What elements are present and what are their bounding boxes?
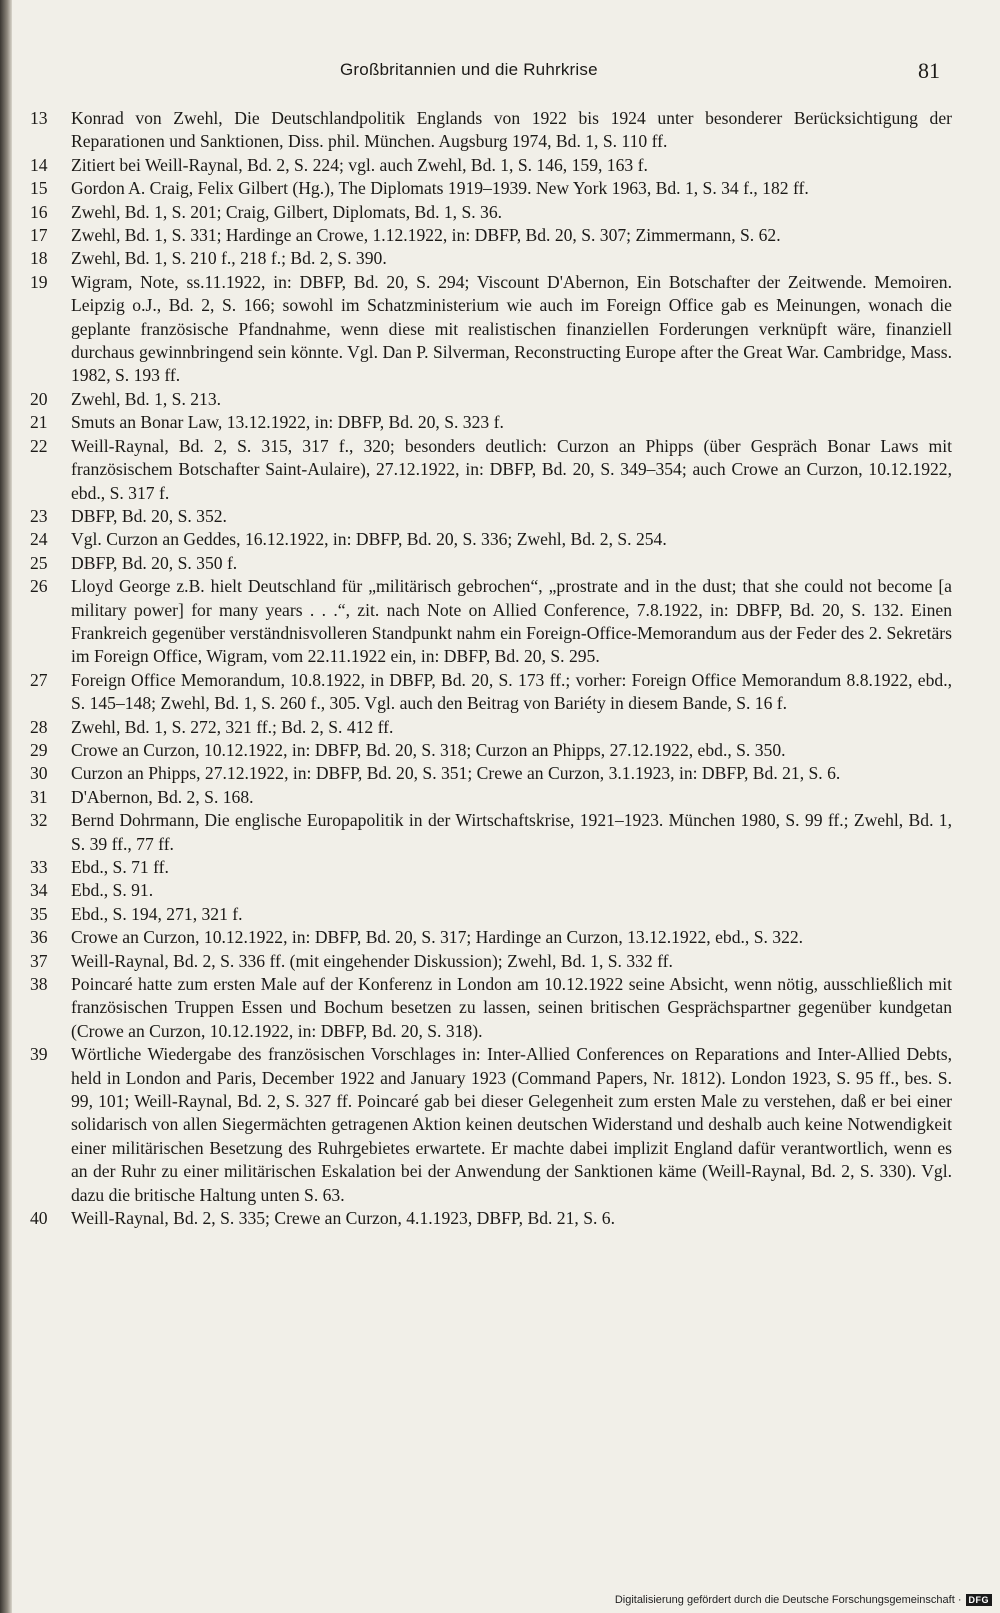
footnote-text: Ebd., S. 71 ff. — [71, 857, 169, 877]
footnote-number: 27 — [30, 669, 48, 690]
footnote — [30, 552, 952, 575]
footnote-number: 19 — [30, 271, 48, 292]
footnote-text: Crowe an Curzon, 10.12.1922, in: DBFP, Bd. 20, S. 318; Curzon an Phipps, 27.12.1922, ebd., S. 350. — [71, 739, 786, 760]
footnotes-list — [30, 107, 952, 1231]
footnote-number: 16 — [30, 201, 48, 222]
footnote-number: 21 — [30, 412, 48, 433]
footnote-number: 18 — [30, 248, 48, 269]
footnote-number: 22 — [30, 435, 48, 456]
footnote-text: Zwehl, Bd. 1, S. 331; Hardinge an Crowe, 1.12.1922, in: DBFP, Bd. 20, S. 307; Zimmermann, S. 62. — [71, 225, 781, 246]
footnote-number: 33 — [30, 857, 48, 877]
footnote — [30, 762, 952, 785]
footnote-text: Weill-Raynal, Bd. 2, S. 335; Crewe an Curzon, 4.1.1923, DBFP, Bd. 21, S. 6. — [71, 1208, 615, 1229]
footnote-text: Weill-Raynal, Bd. 2, S. 336 ff. (mit eingehender Diskussion); Zwehl, Bd. 1, S. 332 ff. — [71, 950, 673, 971]
footnote-text: DBFP, Bd. 20, S. 352. — [71, 505, 227, 526]
footnote-number: 40 — [30, 1208, 48, 1229]
footnote — [30, 903, 952, 926]
footnote-number: 28 — [30, 716, 48, 737]
running-header — [340, 58, 940, 88]
footnote — [30, 1043, 952, 1207]
footnote — [30, 201, 952, 224]
footnote-number: 39 — [30, 1044, 48, 1065]
footnote — [30, 1207, 952, 1230]
footnote-number: 29 — [30, 739, 48, 760]
footnote-number: 20 — [30, 388, 48, 409]
footnote — [30, 879, 952, 902]
footnote — [30, 809, 952, 856]
footnote — [30, 388, 952, 411]
footnote-number: 31 — [30, 786, 48, 807]
footnote-text: DBFP, Bd. 20, S. 350 f. — [71, 552, 238, 573]
footnote-text: Gordon A. Craig, Felix Gilbert (Hg.), The Diplomats 1919–1939. New York 1963, Bd. 1, S. 34 f., 182 ff. — [71, 178, 809, 199]
footnote-number: 37 — [30, 950, 48, 971]
footnote — [30, 154, 952, 177]
footnote-text: Crowe an Curzon, 10.12.1922, in: DBFP, Bd. 20, S. 317; Hardinge an Curzon, 13.12.1922, ebd., S. 322. — [71, 927, 804, 948]
footnote — [30, 786, 952, 809]
footnote — [30, 528, 952, 551]
footnote-text: Konrad von Zwehl, Die Deutschlandpolitik Englands von 1922 bis 1924 unter besonderer Berücksichtigung der Reparationen und Sanktionen, Diss. phil. München. Augsburg 1974, Bd. 1, S. 110 ff. — [71, 108, 952, 152]
footnote-text: Zwehl, Bd. 1, S. 201; Craig, Gilbert, Diplomats, Bd. 1, S. 36. — [71, 201, 503, 222]
footnote-number: 25 — [30, 552, 48, 573]
footnote-text: Zwehl, Bd. 1, S. 272, 321 ff.; Bd. 2, S. 412 ff. — [71, 716, 394, 737]
footnote — [30, 575, 952, 669]
footnote-text: Zitiert bei Weill-Raynal, Bd. 2, S. 224; vgl. auch Zwehl, Bd. 1, S. 146, 159, 163 f. — [71, 154, 648, 175]
footnote-text: Bernd Dohrmann, Die englische Europapolitik in der Wirtschaftskrise, 1921–1923. München 1980, S. 99 ff.; Zwehl, Bd. 1, S. 39 ff., 77 ff. — [71, 810, 952, 854]
book-spine-shadow — [0, 0, 12, 1613]
footnote-text: Zwehl, Bd. 1, S. 210 f., 218 f.; Bd. 2, S. 390. — [71, 248, 387, 269]
footnote — [30, 411, 952, 434]
footnote-text: D'Abernon, Bd. 2, S. 168. — [71, 786, 254, 807]
footnote — [30, 271, 952, 388]
footnote-text: Zwehl, Bd. 1, S. 213. — [71, 388, 222, 409]
footnote — [30, 739, 952, 762]
footnote-number: 34 — [30, 880, 48, 901]
footnote — [30, 107, 952, 154]
dfg-logo: DFG — [966, 1594, 993, 1606]
footnote — [30, 669, 952, 716]
footnote — [30, 177, 952, 200]
footnote-number: 30 — [30, 763, 48, 784]
footnote-text: Foreign Office Memorandum, 10.8.1922, in DBFP, Bd. 20, S. 173 ff.; vorher: Foreign Office Memorandum 8.8.1922, ebd., S. 145–148; Zwehl, Bd. 1, S. 260 f., 305. Vgl. auch den Beitrag von Bariéty in diesem Bande, S. 16 f. — [71, 669, 952, 714]
footer-credit-text: Digitalisierung gefördert durch die Deutsche Forschungsgemeinschaft · — [614, 1594, 962, 1606]
footnote-text: Weill-Raynal, Bd. 2, S. 315, 317 f., 320; besonders deutlich: Curzon an Phipps (über Gespräch Bonar Laws mit französischem Botschafter Saint-Aulaire), 27.12.1922, in: DBFP, Bd. 20, S. 349–354; auch Crowe an Curzon, 10.12.1922, ebd., S. 317 f. — [71, 435, 952, 503]
page-number: 81 — [918, 58, 940, 83]
footnote — [30, 926, 952, 949]
footnote-text: Ebd., S. 194, 271, 321 f. — [71, 903, 243, 924]
footnote — [30, 247, 952, 270]
footnote — [30, 973, 952, 1043]
footnote-number: 23 — [30, 505, 48, 526]
footnote-number: 26 — [30, 576, 48, 597]
footnote-text: Smuts an Bonar Law, 13.12.1922, in: DBFP, Bd. 20, S. 323 f. — [71, 412, 504, 433]
footnote-number: 38 — [30, 974, 48, 995]
footnote-text: Ebd., S. 91. — [71, 880, 154, 901]
footnote-text: Poincaré hatte zum ersten Male auf der Konferenz in London am 10.12.1922 seine Absicht, wenn nötig, ausschließlich mit französischen Truppen Essen und Bochum besetzen zu lassen, seinen britischen Gesprächspartner gegenüber kundgetan (Crowe an Curzon, 10.12.1922, in: DBFP, Bd. 20, S. 318). — [71, 974, 952, 1041]
footnote-number: 13 — [30, 108, 48, 128]
footnote-text: Lloyd George z.B. hielt Deutschland für „militärisch gebrochen“, „prostrate and in the dust; that she could not become [a military power] for many years . . .“, zit. nach Note on Allied Conference, 7.8.1922, in: DBFP, Bd. 20, S. 132. Einen Frankreich gegenüber verständnisvolleren Standpunkt nahm ein Foreign-Office-Memorandum aus der Feder des 2. Sekretärs im Foreign Office, Wigram, vom 22.11.1922 ein, in: DBFP, Bd. 20, S. 295. — [71, 576, 952, 667]
footnote-number: 35 — [30, 903, 48, 924]
footnote-text: Wörtliche Wiedergabe des französischen Vorschlages in: Inter-Allied Conferences on Reparations and Inter-Allied Debts, held in London and Paris, December 1922 and January 1923 (Command Papers, Nr. 1812). London 1923, S. 95 ff., bes. S. 99, 101; Weill-Raynal, Bd. 2, S. 327 ff. Poincaré gab bei dieser Gelegenheit zum ersten Male zu verstehen, daß er bei einer solidarisch von allen Siegermächten getragenen Aktion keinen deutschen Widerstand und deshalb auch keine Notwendigkeit einer militärischen Besetzung des Ruhrgebietes erwartete. Er machte dabei implizit England dafür verantwortlich, wenn es an der Ruhr zu einer militärischen Eskalation bei der Anwendung der Sanktionen käme (Weill-Raynal, Bd. 2, S. 330). Vgl. dazu die britische Haltung unten S. 63. — [71, 1044, 952, 1205]
running-title: Großbritannien und die Ruhrkrise — [340, 60, 598, 79]
footnote-number: 24 — [30, 529, 48, 550]
footnote — [30, 435, 952, 505]
footer-credit — [615, 1594, 992, 1606]
footnote-number: 14 — [30, 154, 48, 175]
footnote-text: Curzon an Phipps, 27.12.1922, in: DBFP, Bd. 20, S. 351; Crewe an Curzon, 3.1.1923, in: DBFP, Bd. 21, S. 6. — [71, 763, 841, 784]
footnote-number: 36 — [30, 927, 48, 948]
footnote — [30, 224, 952, 247]
footnote-text: Wigram, Note, ss.11.1922, in: DBFP, Bd. 20, S. 294; Viscount D'Abernon, Ein Botschafter der Zeitwende. Memoiren. Leipzig o.J., Bd. 2, S. 166; sowohl im Schatzministerium wie auch im Foreign Office gab es Meinungen, wonach die geplante französische Pfandnahme, wenn diese mit realistischen finanziellen Forderungen verknüpft wäre, finanziell durchaus gewinnbringend sein könnte. Vgl. Dan P. Silverman, Reconstructing Europe after the Great War. Cambridge, Mass. 1982, S. 193 ff. — [71, 271, 952, 386]
footnote — [30, 950, 952, 973]
footnote-text: Vgl. Curzon an Geddes, 16.12.1922, in: DBFP, Bd. 20, S. 336; Zwehl, Bd. 2, S. 254. — [71, 529, 667, 550]
footnote-number: 15 — [30, 178, 48, 199]
footnote — [30, 856, 952, 879]
footnote-number: 32 — [30, 810, 48, 831]
footnote-number: 17 — [30, 225, 48, 246]
footnote — [30, 716, 952, 739]
footnote — [30, 505, 952, 528]
